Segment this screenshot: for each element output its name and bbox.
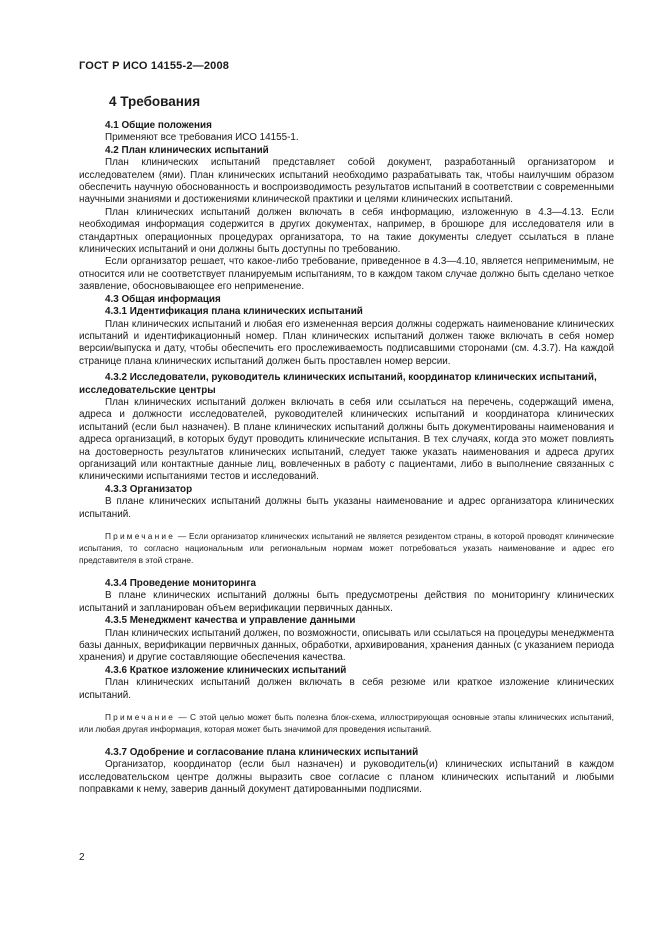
subsection-heading: 4.3.7 Одобрение и согласование плана клинических испытаний	[105, 747, 419, 759]
paragraph: Применяют все требования ИСО 14155-1.	[105, 132, 299, 144]
paragraph: План клинических испытаний должен включать в себя информацию, изложенную в 4.3—4.13. Если необходимая информация содержится в других документах, например, в брошюре для исследователя или в стандартных операционных процедурах организатора, то на такие документы следует ссылаться в плане клинических испытаний и они должны быть доступны по требованию.	[79, 206, 614, 256]
spacer	[79, 521, 614, 530]
paragraph: План клинических испытаний должен, по возможности, описывать или ссылаться на процедуры менеджмента базы данных, верификации первичных данных, обработки, архивирования, хранения данных (с указанием периода хранения) и другие составляющие обеспечения качества.	[79, 627, 614, 664]
document-page	[79, 60, 614, 797]
note	[79, 711, 614, 735]
subsection-heading: 4.2 План клинических испытаний	[105, 144, 269, 156]
subsection-heading: 4.3.5 Менеджмент качества и управление данными	[105, 615, 356, 627]
note-label: Примечание	[105, 531, 176, 541]
paragraph: План клинических испытаний представляет собой документ, разработанный организатором и исследователем (ями). План клинических испытаний необходимо разрабатывать так, чтобы наилучшим образом обеспечить научную обоснованность и воспроизводимость результатов испытаний в соответствии с современными научными знаниями и достижениями клинической практики и целями клинических испытаний.	[79, 157, 614, 206]
spacer	[79, 566, 614, 578]
spacer	[79, 735, 614, 747]
page-number: 2	[79, 852, 85, 863]
subsection-heading: 4.3.2 Исследователи, руководитель клинических испытаний, координатор клинических испытаний, исследовательские центры	[79, 372, 597, 396]
paragraph: Организатор, координатор (если был назначен) и руководитель(и) клинических испытаний в каждом исследовательском центре должны выразить свое согласие с планом клинических испытаний и любыми поправками к нему, заверив данный документ датированными подписями.	[79, 759, 614, 796]
paragraph: В плане клинических испытаний должны быть указаны наименование и адрес организатора клинических испытаний.	[79, 496, 614, 520]
subsection-heading: 4.3.3 Организатор	[105, 483, 193, 495]
subsection-heading: 4.3.6 Краткое изложение клинических испытаний	[105, 664, 347, 676]
paragraph: План клинических испытаний должен включать в себя или ссылаться на перечень, содержащий имена, адреса и должности исследователей, руководителей клинических испытаний и координатора клинических испытаний (если был назначен). В плане клинических испытаний должны быть документированы наименования и адреса организаций, в которых будут проводить клинические испытания. В тех случаях, когда это может повлиять на достоверность результатов клинических испытаний, следует также указать наименования и адреса других организаций или контактные данные лиц, вовлеченных в работу с пациентами, либо в выполнение связанных с клиническими испытаниями тестов и исследований.	[79, 396, 614, 483]
subsection-heading: 4.3 Общая информация	[105, 293, 221, 305]
paragraph: План клинических испытаний и любая его измененная версия должны содержать наименование клинических испытаний и идентификационный номер. План клинических испытаний должен также включать в себя номер версии/выпуска и дату, чтобы обеспечить его прослеживаемость подписавшими сторонами (см. 4.3.7). На каждой странице плана клинических испытаний должен быть проставлен номер версии.	[79, 318, 614, 367]
subsection-heading: 4.3.1 Идентификация плана клинических испытаний	[105, 306, 363, 318]
document-body	[79, 120, 614, 797]
paragraph: План клинических испытаний должен включать в себя резюме или краткое изложение клинических испытаний.	[79, 677, 614, 701]
subsection-heading: 4.1 Общие положения	[105, 120, 212, 131]
section-title: 4 Требования	[109, 94, 201, 109]
note	[79, 530, 614, 566]
paragraph: В плане клинических испытаний должны быть предусмотрены действия по мониторингу клинических испытаний и запланирован объем верификации первичных данных.	[79, 590, 614, 614]
subsection-heading: 4.3.4 Проведение мониторинга	[105, 578, 256, 589]
note-text: — С этой целью может быть полезна блок-схема, иллюстрирующая основные этапы клинических испытаний, или любая другая информация, которая может быть значимой для проведения испытаний.	[79, 712, 614, 735]
note-text: — Если организатор клинических испытаний не является резидентом страны, в которой проводят клинические испытания, то согласно национальным или региональным нормам может потребоваться указать наименование и адрес его представителя в этой стране.	[79, 531, 614, 565]
document-header: ГОСТ Р ИСО 14155-2—2008	[79, 60, 230, 72]
note-label: Примечание	[105, 712, 176, 723]
spacer	[79, 702, 614, 711]
paragraph: Если организатор решает, что какое-либо требование, приведенное в 4.3—4.10, является неприменимым, не относится или не соответствует планируемым испытаниям, то в каждом таком случае должно быть сделано четкое заявление, обосновывающее его неприменение.	[79, 256, 614, 293]
